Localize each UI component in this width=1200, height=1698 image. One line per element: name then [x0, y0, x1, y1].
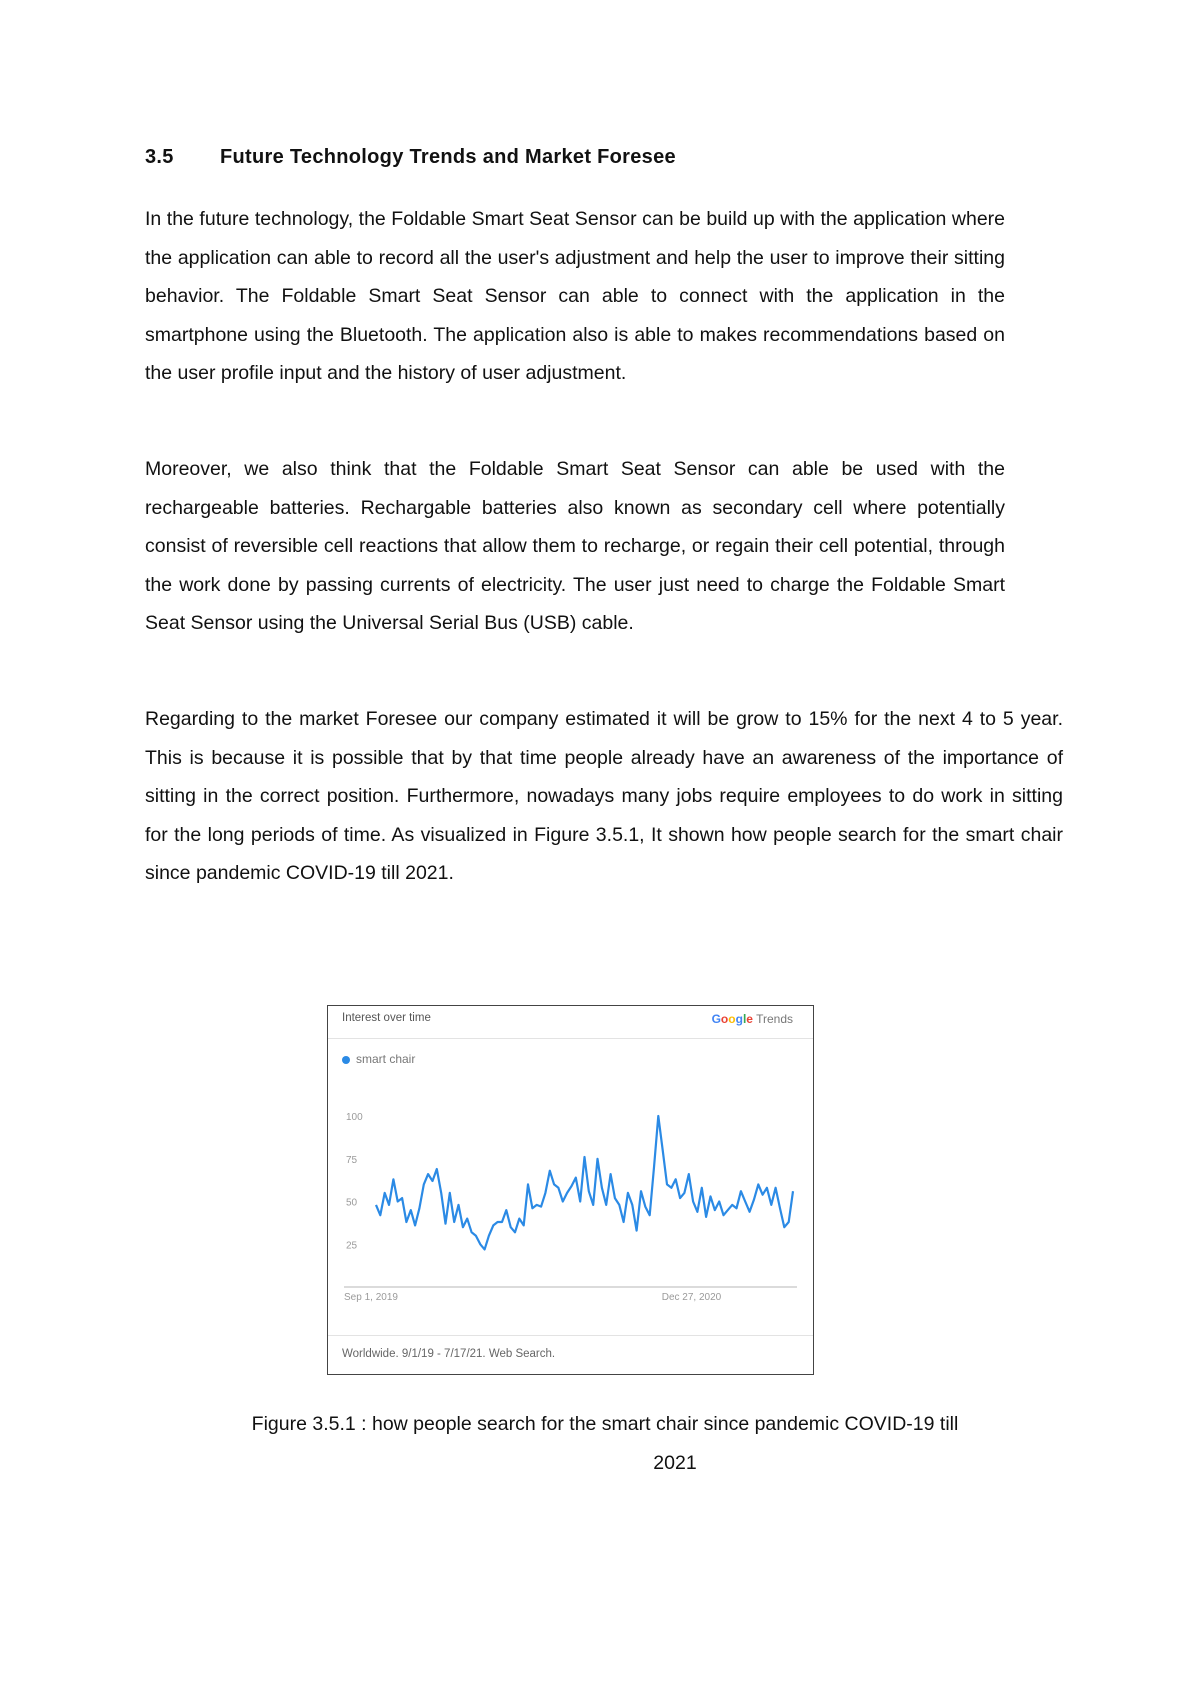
interest-line-chart	[328, 1006, 812, 1373]
figure-caption-line1	[0, 1413, 1200, 1436]
figure-caption-text: Figure 3.5.1 : how people search for the smart chair since pandemic COVID-19 till	[251, 1413, 959, 1435]
x-tick-label-0: Sep 1, 2019	[344, 1292, 398, 1303]
section-number: 3.5	[145, 146, 174, 168]
figure-header-title: Interest over time	[342, 1012, 431, 1024]
google-trends-figure	[327, 1005, 814, 1375]
y-tick-label-25: 25	[346, 1240, 358, 1252]
google-wordmark: Google	[711, 1012, 753, 1026]
legend-series-label: smart chair	[356, 1052, 416, 1066]
trends-wordmark: Trends	[756, 1012, 793, 1026]
y-tick-label-50: 50	[346, 1197, 358, 1209]
figure-caption-line2: 2021	[653, 1452, 697, 1474]
paragraph-rechargeable-batteries: Moreover, we also think that the Foldable Smart Seat Sensor can able be used with the rechargeable batteries. Rechargable batteries also known as secondary cell where potentially consist of reversible cell reactions that allow them to recharge, or regain their cell potential, through the work done by passing currents of electricity. The user just need to charge the Foldable Smart Seat Sensor using the Universal Serial Bus (USB) cable.	[145, 458, 1005, 634]
paragraph-market-foresee: Regarding to the market Foresee our company estimated it will be grow to 15% for the next 4 to 5 year. This is because it is possible that by that time people already have an awareness of the importance of sitting in the correct position. Furthermore, nowadays many jobs require employees to do work in sitting for the long periods of time. As visualized in Figure 3.5.1, It shown how people search for the smart chair since pandemic COVID-19 till 2021.	[145, 708, 1063, 884]
paragraph-future-technology: In the future technology, the Foldable Smart Seat Sensor can be build up with the application where the application can able to record all the user's adjustment and help the user to improve their sitting behavior. The Foldable Smart Seat Sensor can able to connect with the application in the smartphone using the Bluetooth. The application also is able to makes recommendations based on the user profile input and the history of user adjustment.	[145, 208, 1005, 384]
x-tick-label-1: Dec 27, 2020	[661, 1292, 722, 1303]
figure-footer-text: Worldwide. 9/1/19 - 7/17/21. Web Search.	[342, 1348, 556, 1360]
y-tick-label-100: 100	[346, 1112, 363, 1123]
section-title: Future Technology Trends and Market Foresee	[220, 146, 676, 168]
y-tick-label-75: 75	[346, 1154, 358, 1166]
figure-footer	[328, 1335, 813, 1374]
series-line-smart-chair	[376, 1116, 793, 1249]
section-heading	[145, 146, 676, 169]
